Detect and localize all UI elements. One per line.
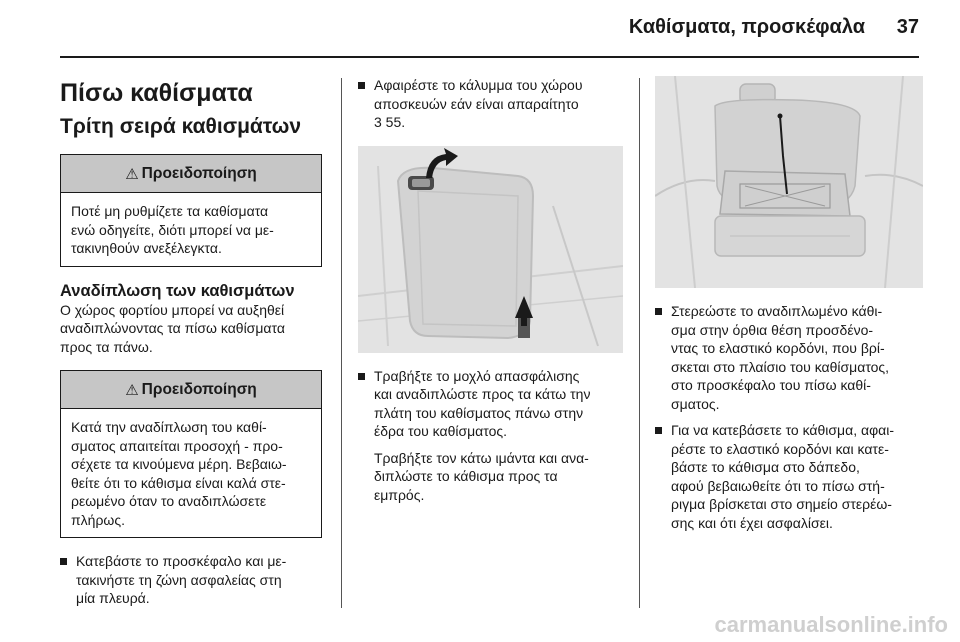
text-line: Αφαιρέστε το κάλυμμα του χώρου bbox=[374, 77, 583, 93]
warning-line: σέχετε τα κινούμενα μέρη. Βεβαιω- bbox=[71, 456, 287, 472]
warning-line: ενώ οδηγείτε, διότι μπορεί να με- bbox=[71, 221, 274, 238]
instruction-paragraph bbox=[358, 449, 623, 505]
intro-paragraph bbox=[60, 301, 322, 357]
text-line: βάστε το κάθισμα στο δάπεδο, bbox=[671, 459, 860, 475]
instruction-bullet bbox=[358, 367, 623, 441]
warning-box-1 bbox=[60, 154, 322, 267]
page-reference: 3 55. bbox=[374, 114, 406, 130]
warning-line: Κατά την αναδίπλωση του καθί- bbox=[71, 419, 267, 435]
text-line: εμπρός. bbox=[374, 486, 425, 503]
warning-text bbox=[61, 193, 321, 266]
warning-box-2 bbox=[60, 370, 322, 538]
bullet-square-icon bbox=[358, 82, 365, 89]
text-line: έδρα του καθίσματος. bbox=[374, 423, 508, 439]
warning-triangle-icon: ⚠ bbox=[125, 165, 139, 183]
text-line: στο προσκέφαλο του πίσω καθί- bbox=[671, 377, 871, 393]
text-line: αναδιπλώνοντας τα πίσω καθίσματα bbox=[60, 320, 285, 336]
warning-title: Προειδοποίηση bbox=[141, 164, 257, 182]
bullet-square-icon bbox=[358, 373, 365, 380]
text-line: ρέστε το ελαστικό κορδόνι και κατε- bbox=[671, 440, 889, 457]
text-line: διπλώστε το κάθισμα προς τα bbox=[374, 468, 558, 484]
text-line: αφού βεβαιωθείτε ότι το πίσω στή- bbox=[671, 477, 885, 494]
text-line: Στερεώστε το αναδιπλωμένο κάθι- bbox=[671, 303, 883, 319]
column-1 bbox=[60, 70, 322, 608]
column-3 bbox=[655, 76, 923, 532]
illustration-seat-lever bbox=[358, 146, 623, 353]
warning-text bbox=[61, 409, 321, 537]
warning-line: Ποτέ μη ρυθμίζετε τα καθίσματα bbox=[71, 203, 269, 219]
bullet-square-icon bbox=[60, 558, 67, 565]
warning-header bbox=[61, 155, 321, 193]
illustration-folded-seat bbox=[655, 76, 923, 288]
text-line: Τραβήξτε τον κάτω ιμάντα και ανα- bbox=[374, 449, 589, 466]
header-title: Καθίσματα, προσκέφαλα bbox=[628, 16, 865, 38]
instruction-bullet bbox=[60, 552, 322, 608]
bullet-square-icon bbox=[655, 308, 662, 315]
text-line: σης και ότι έχει ασφαλίσει. bbox=[671, 514, 833, 531]
text-line: Για να κατεβάσετε το κάθισμα, αφαι- bbox=[671, 422, 895, 438]
watermark: carmanualsonline.info bbox=[714, 612, 948, 637]
text-line: σματος. bbox=[671, 395, 720, 412]
text-line: αποσκευών εάν είναι απαραίτητο bbox=[374, 95, 579, 112]
warning-header bbox=[61, 371, 321, 409]
text-line: Τραβήξτε το μοχλό απασφάλισης bbox=[374, 367, 580, 384]
text-line: και αναδιπλώστε προς τα κάτω την bbox=[374, 386, 591, 402]
column-divider-2 bbox=[639, 78, 640, 608]
column-divider-1 bbox=[341, 78, 342, 608]
folding-heading: Αναδίπλωση των καθισμάτων bbox=[60, 281, 295, 300]
subsection-title: Τρίτη σειρά καθισμάτων bbox=[60, 115, 302, 138]
warning-triangle-icon: ⚠ bbox=[125, 381, 139, 399]
text-line: μία πλευρά. bbox=[76, 590, 150, 606]
text-line: προς τα πάνω. bbox=[60, 338, 153, 355]
page-header bbox=[0, 0, 960, 58]
warning-line: σματος απαιτείται προσοχή - προ- bbox=[71, 437, 283, 454]
text-line: ντας το ελαστικό κορδόνι, που βρί- bbox=[671, 340, 885, 356]
text-line: τακινήστε τη ζώνη ασφαλείας στη bbox=[76, 571, 282, 588]
instruction-bullet bbox=[655, 421, 923, 532]
folded-seat-drawing bbox=[655, 76, 923, 288]
warning-line: τακινηθούν ανεξέλεγκτα. bbox=[71, 240, 222, 256]
seat-lever-drawing bbox=[358, 146, 623, 353]
text-line: πλάτη του καθίσματος πάνω στην bbox=[374, 404, 584, 421]
warning-line: θείτε ότι το κάθισμα είναι καλά στε- bbox=[71, 474, 286, 491]
warning-title: Προειδοποίηση bbox=[141, 380, 257, 398]
text-line: σμα στην όρθια θέση προσδένο- bbox=[671, 321, 874, 338]
column-2 bbox=[358, 76, 623, 504]
warning-line: πλήρως. bbox=[71, 511, 125, 528]
text-line: σκεται στο πλαίσιο του καθίσματος, bbox=[671, 358, 890, 375]
text-line: Κατεβάστε το προσκέφαλο και με- bbox=[76, 553, 287, 569]
warning-line: ρεωμένο όταν το αναδιπλώσετε bbox=[71, 493, 267, 509]
text-line: ριγμα βρίσκεται στο σημείο στερέω- bbox=[671, 496, 892, 512]
section-title: Πίσω καθίσματα bbox=[60, 79, 253, 107]
header-rule bbox=[60, 56, 919, 58]
instruction-bullet bbox=[655, 302, 923, 413]
instruction-bullet bbox=[358, 76, 623, 132]
bullet-square-icon bbox=[655, 427, 662, 434]
page-number: 37 bbox=[896, 16, 919, 38]
text-line: Ο χώρος φορτίου μπορεί να αυξηθεί bbox=[60, 301, 285, 318]
